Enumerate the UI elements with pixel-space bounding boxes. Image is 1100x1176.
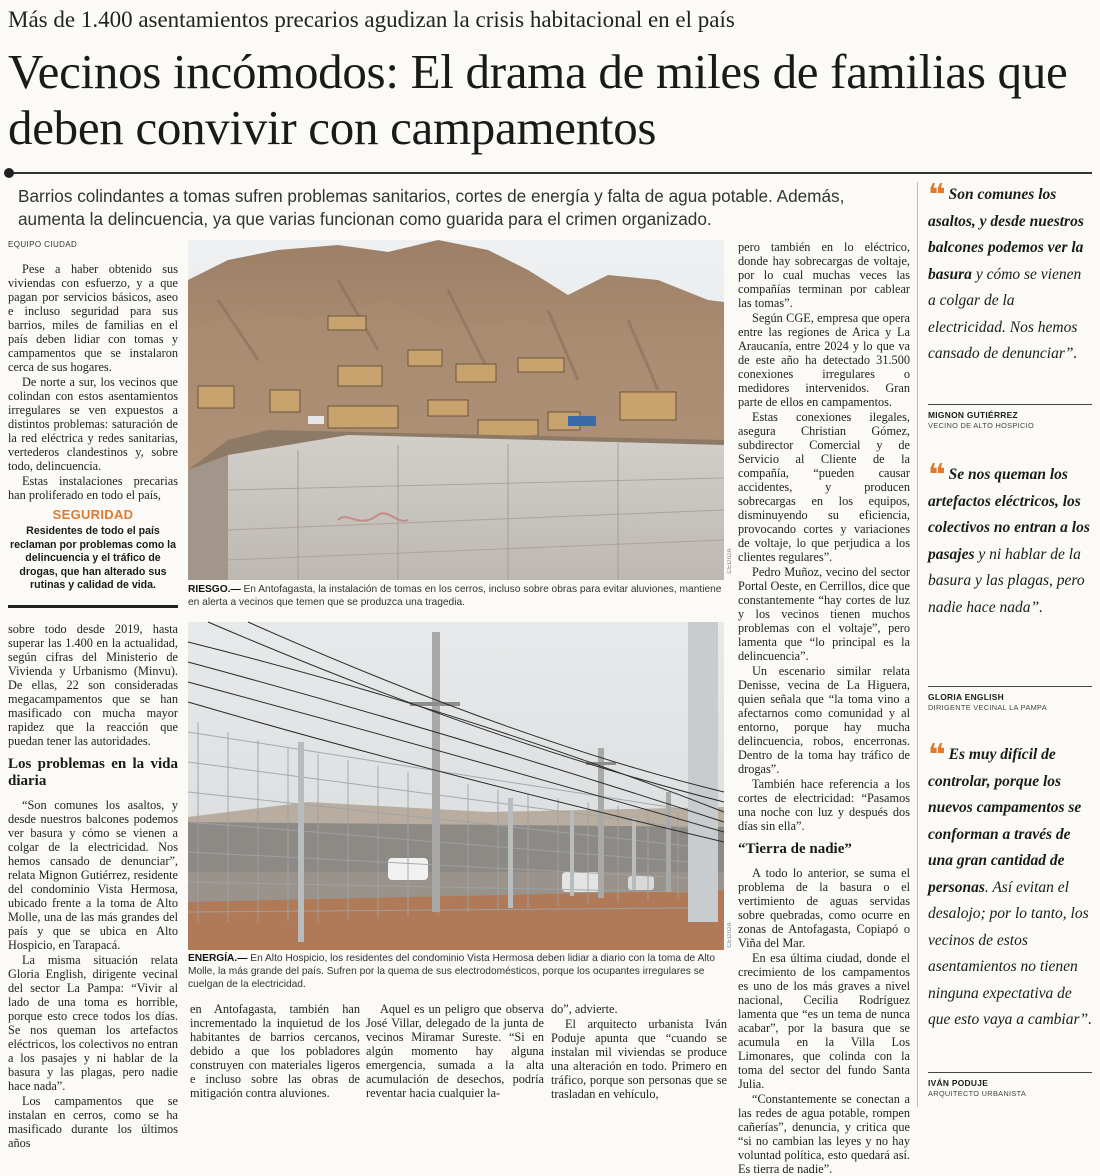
byline: EQUIPO CIUDAD: [8, 240, 78, 249]
quote-rest: y cómo se vienen a colgar de la electricidad. Nos hemos cansado de denunciar”.: [928, 265, 1082, 362]
quote-strong: Se nos queman los artefactos eléctricos, los colectivos no entran a los pasajes: [928, 466, 1090, 563]
article-column-3: [366, 1002, 544, 1108]
paragraph: Aquel es un peligro que observa José Villar, delegado de la junta de vecinos Miramar Sureste. “Si en algún momento hay alguna emergencia, sumada a la alta acumulación de desechos, podría reventar hacia cualquier la-: [366, 1002, 544, 1100]
paragraph: “Son comunes los asaltos, y desde nuestros balcones podemos ver basura y cómo se vienen a colgar de la electricidad. Nos hemos cansado de denunciar”, relata Mignon Gutiérrez, residente del condominio Vista Hermosa, ubicado frente a la toma de Alto Molle, una de las más grandes del país y que se ubica en Alto Hospicio, en Tarapacá.: [8, 798, 178, 952]
paragraph: “Constantemente se conectan a las redes de agua potable, rompen cañerías”, denuncia, y critica que “si no cambian las leyes y no hay voluntad política, esto quedará así. Es tierra de nadie”.: [738, 1092, 910, 1176]
caption-label: RIESGO.—: [188, 584, 241, 595]
paragraph: En esa última ciudad, donde el crecimiento de los campamentos es uno de los más graves a nivel nacional, Cecilia Rodríguez lamenta que “es un tema de nunca acabar”, por la basura que se acumula en la Villa Los Limonares, que colinda con la toma del sector del fundo Santa Julia.: [738, 951, 910, 1091]
headline: Vecinos incómodos: El drama de miles de familias que deben convivir con campamentos: [8, 44, 1068, 155]
quote-strong: Son comunes los asaltos, y desde nuestros balcones podemos ver la basura: [928, 186, 1084, 283]
paragraph: Estas instalaciones precarias han proliferado en todo el país,: [8, 474, 178, 502]
sidebar-rule: [8, 605, 178, 608]
quote-mark-icon: ❝: [928, 738, 946, 773]
pull-quote-2: [928, 458, 1092, 621]
paragraph: De norte a sur, los vecinos que colindan con estos asentamientos irregulares se ven expuestos a distintos problemas: saturación de la red eléctrica y redes sanitarias, vertederos clandestinos y, sobre todo, delincuencia.: [8, 375, 178, 473]
caption-label: ENERGÍA.—: [188, 953, 248, 964]
paragraph: Estas conexiones ilegales, asegura Christian Gómez, subdirector Comercial y de Servicio al Cliente de la compañía, “pueden causar accidentes, y producen sobrecargas en los equipos, disminuyendo su eficiencia, provocando cortes y variaciones de voltaje, lo que perjudica a los clientes regulares”.: [738, 410, 910, 564]
photo-fence-powerlines: [188, 622, 724, 950]
article-column-1b: [8, 622, 178, 1150]
quote-author-role: DIRIGENTE VECINAL LA PAMPA: [928, 703, 1047, 712]
quote-author-role: ARQUITECTO URBANISTA: [928, 1089, 1027, 1098]
paragraph: A todo lo anterior, se suma el problema de la basura o el vertimiento de aguas servidas sobre quebradas, como ocurre en zonas de Antofagasta, Copiapó o Viña del Mar.: [738, 866, 910, 950]
paragraph: Un escenario similar relata Denisse, vecina de La Higuera, quien señala que “la toma vino a afectarnos como comunidad y al entorno, porque hay mucha delincuencia, robos, encerronas. Dentro de la toma hay tráfico de drogas”.: [738, 664, 910, 776]
paragraph: También hace referencia a los cortes de electricidad: “Pasamos una noche con luz y después dos días sin ella”.: [738, 777, 910, 833]
quote-rule: [928, 686, 1092, 687]
pull-quote-1: [928, 178, 1092, 368]
sidebar-label: SEGURIDAD: [52, 507, 134, 522]
paragraph: El arquitecto urbanista Iván Poduje apunta que “cuando se instalan mil viviendas se produce una alteración en todo. Primero en tráfico, porque son personas que se trasladan en vehículo,: [551, 1017, 727, 1101]
photo-caption-energia: [188, 952, 724, 991]
paragraph: pero también en lo eléctrico, donde hay sobrecargas de voltaje, por lo cual muchas veces las compañías terminan por cablear las tomas”.: [738, 240, 910, 310]
paragraph: en Antofagasta, también han incrementado la inquietud de los habitantes de barrios cercanos, debido a que los pobladores construyen con materiales ligeros e incluso sobre las obras de mitigación contra aluviones.: [190, 1002, 360, 1100]
quote-author-name: MIGNON GUTIÉRREZ: [928, 410, 1018, 420]
kicker: Más de 1.400 asentamientos precarios agudizan la crisis habitacional en el país: [8, 7, 735, 32]
article-column-1a: [8, 262, 178, 502]
paragraph: Los campamentos que se instalan en cerros, como se ha masificado durante los últimos años: [8, 1094, 178, 1150]
pull-quote-3: [928, 738, 1093, 1034]
quote-rest: . Así evitan el desalojo; por lo tanto, los vecinos de estos asentamientos no tienen ninguna expectativa de que esto vaya a cambiar”.: [928, 878, 1093, 1028]
paragraph: Según CGE, empresa que opera entre las regiones de Arica y La Araucanía, entre 2024 y lo que va de este año ha detectado 31.500 conexiones irregulares o medidores intervenidos. Gran parte de ellos en campamentos.: [738, 311, 910, 409]
quote-rest: y ni hablar de la basura y las plagas, pero nadie hace nada”.: [928, 545, 1085, 616]
quote-strong: Es muy difícil de controlar, porque los nuevos campamentos se conforman a través de una gran cantidad de personas: [928, 746, 1082, 896]
lede: Barrios colindantes a tomas sufren problemas sanitarios, cortes de energía y falta de agua potable. Además, aumenta la delincuencia, ya que varias funcionan como guarida para el crimen organizado.: [18, 186, 845, 229]
paragraph: do”, advierte.: [551, 1002, 618, 1016]
article-column-4: [551, 1002, 727, 1108]
quote-author-name: GLORIA ENGLISH: [928, 692, 1005, 702]
subhead-daily-problems: Los problemas en la vida diaria: [8, 756, 178, 789]
quote-mark-icon: ❝: [928, 458, 946, 493]
paragraph: La misma situación relata Gloria English, dirigente vecinal del sector La Pampa: “Vivir al lado de una toma es horrible, porque esto crece todos los días. Se nos queman los artefactos eléctricos, los colectivos no entran a los pasajes y ni hablar de la basura y las plagas, pero nadie hace nada”.: [8, 953, 178, 1093]
paragraph: sobre todo desde 2019, hasta superar las 1.400 en la actualidad, según cifras del Ministerio de Vivienda y Urbanismo (Minvu). De ellas, 22 son consideradas megacampamentos que se han masificado con mucha mayor rapidez que la reacción que puedan tener las autoridades.: [8, 622, 178, 748]
sidebar-box: [8, 507, 178, 607]
quote-author-name: IVÁN PODUJE: [928, 1078, 989, 1088]
photo-credit: CEDIDA: [727, 548, 733, 574]
headline-rule: [8, 172, 1092, 174]
paragraph: Pese a haber obtenido sus viviendas con esfuerzo, y a que pagan por servicios básicos, aseo e incluso seguridad para sus barrios, miles de familias en el país deben lidiar con tomas y campamentos que se instalaron cerca de sus hogares.: [8, 262, 178, 374]
quote-mark-icon: ❝: [928, 178, 946, 213]
article-column-2: [190, 1002, 360, 1108]
sidebar-text: Residentes de todo el país reclaman por problemas como la delincuencia y el tráfico de drogas, que han alterado sus rutinas y calidad de vida.: [9, 525, 177, 591]
photo-caption-riesgo: [188, 583, 724, 609]
subhead-tierra-de-nadie: “Tierra de nadie”: [738, 841, 852, 857]
quote-rule: [928, 1072, 1092, 1073]
photo-hillside-settlement: [188, 240, 724, 580]
quote-column-divider: [917, 182, 918, 1107]
photo-credit: CEDIDA: [727, 922, 733, 948]
quote-rule: [928, 404, 1092, 405]
paragraph: Pedro Muñoz, vecino del sector Portal Oeste, en Cerrillos, dice que constantemente “hay cortes de luz y los vecinos tienen muchos problemas con el voltaje”, pero lamenta que “lo principal es la delincuencia”.: [738, 565, 910, 663]
quote-author-role: VECINO DE ALTO HOSPICIO: [928, 421, 1035, 430]
caption-text: En Alto Hospicio, los residentes del condominio Vista Hermosa deben lidiar a diario con la toma de Alto Molle, la más grande del país. Sufren por la quema de sus electrodomésticos, porque los ocupantes irregulares se cuelgan de la electricidad.: [188, 953, 716, 990]
caption-text: En Antofagasta, la instalación de tomas en los cerros, incluso sobre obras para evitar aluviones, mantiene en alerta a vecinos que temen que se produzca una tragedia.: [188, 584, 722, 608]
rule-dot: [4, 168, 14, 178]
article-column-5: [738, 240, 910, 1176]
hillside-photo-image: [188, 240, 724, 580]
powerlines-photo-image: [188, 622, 724, 950]
